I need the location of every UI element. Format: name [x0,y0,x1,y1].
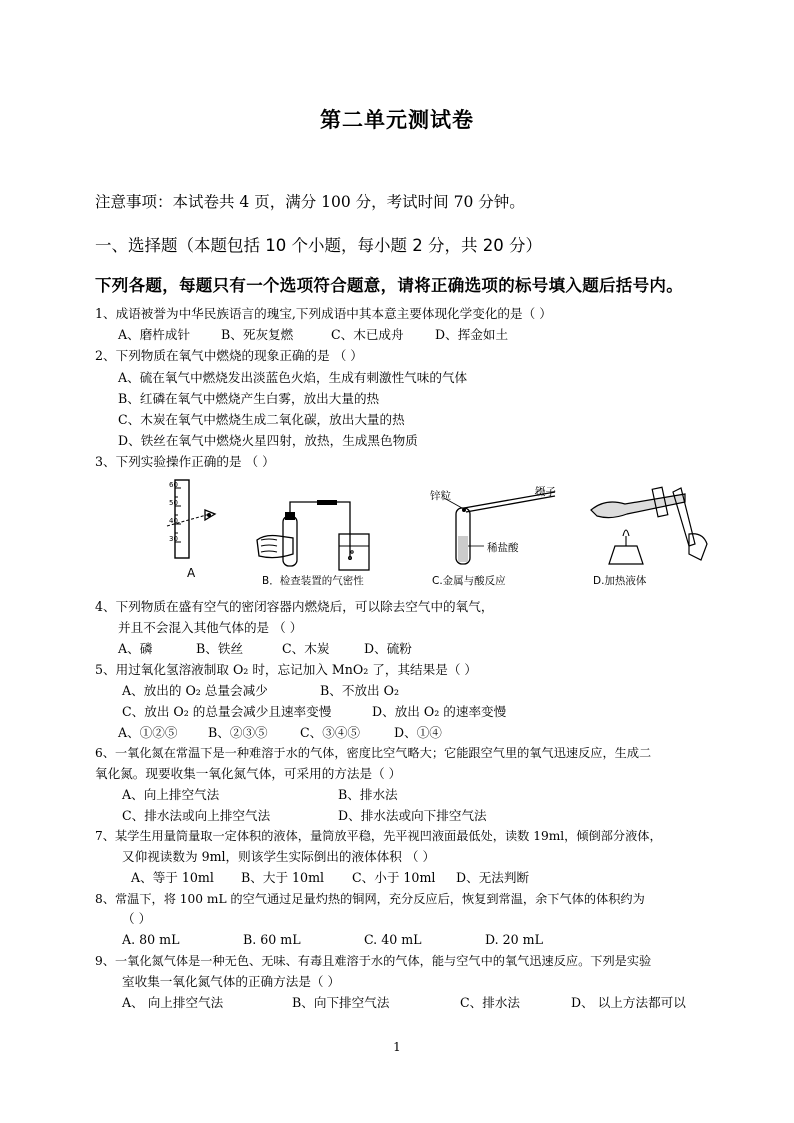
q6-stem-1: 6、一氧化氮在常温下是一种难溶于水的气体，密度比空气略大；它能跟空气里的氧气迅速反应，生成二 [95,746,652,760]
q5-option-b: B、不放出 O₂ [320,683,400,698]
page-number: 1 [393,1040,401,1054]
q1-stem: 1、成语被誉为中华民族语言的瑰宝,下列成语中其本意主要体现化学变化的是（ ） [95,306,552,321]
q7-stem-1: 7、某学生用量筒量取一定体积的液体，量筒放平稳，先平视凹液面最低处，读数 19ml，倾倒部分液体， [95,829,662,843]
q9-option-b: B、向下排空气法 [292,995,390,1010]
scale-40: 40 [169,517,178,525]
figure-c-label: C.金属与酸反应 [432,575,506,587]
q2-option-c: C、木炭在氧气中燃烧生成二氧化碳，放出大量的热 [118,412,405,427]
q4-option-d: D、硫粉 [364,641,412,656]
q5-stem: 5、用过氧化氢溶液制取 O₂ 时，忘记加入 MnO₂ 了，其结果是（ ） [95,662,478,677]
instruction: 下列各题，每题只有一个选项符合题意，请将正确选项的标号填入题后括号内。 [95,276,683,295]
q8-option-b: B. 60 mL [243,932,301,947]
q6-option-c: C、排水法或向上排空气法 [122,808,271,823]
q1-option-b: B、死灰复燃 [221,327,294,342]
q8-options [122,932,543,948]
section-heading: 一、选择题（本题包括 10 个小题，每小题 2 分，共 20 分） [95,236,542,255]
figure-a-label: A [187,566,196,580]
figure-b-label: B．检查装置的气密性 [262,575,364,587]
figure-d-label: D.加热液体 [593,575,647,587]
figure-d-apparatus [585,484,715,574]
figure-a-cylinder [165,478,225,578]
q7-stem-2: 又仰视读数为 9ml，则该学生实际倒出的液体体积 （ ） [122,849,436,864]
q7-option-b: B、大于 10ml [241,870,325,885]
q5-choices [118,725,442,741]
q5-options-row-1 [122,683,399,699]
q8-option-c: C. 40 mL [364,932,422,947]
q8-option-a: A. 80 mL [122,932,180,947]
q9-stem-2: 室收集一氧化氮气体的正确方法是（ ） [122,974,341,989]
q6-option-b: B、排水法 [338,787,398,802]
q6-stem-2: 氧化氮。现要收集一氧化氮气体，可采用的方法是（ ） [95,766,402,781]
notice: 注意事项：本试卷共 4 页，满分 100 分，考试时间 70 分钟。 [95,193,525,211]
q5-option-a: A、放出的 O₂ 总量会减少 [122,683,268,698]
q2-option-b: B、红磷在氧气中燃烧产生白雾，放出大量的热 [118,391,380,406]
q8-stem-2: （ ） [122,911,152,926]
q5-choice-d: D、①④ [394,725,442,740]
scale-30: 30 [169,535,178,543]
q6-option-a: A、向上排空气法 [122,787,220,802]
acid-label: 稀盐酸 [487,542,519,554]
q7-options [131,870,529,886]
q5-options-row-2 [122,704,506,720]
figure-c-apparatus [440,488,570,568]
tweezers-label: 镊子 [535,486,556,498]
q6-option-d: D、排水法或向下排空气法 [338,808,487,823]
zinc-label: 锌粒 [430,490,451,502]
q8-option-d: D. 20 mL [485,932,543,947]
q4-stem-1: 4、下列物质在盛有空气的密闭容器内燃烧后，可以除去空气中的氧气， [95,599,494,614]
figure-b-apparatus [255,498,375,574]
q7-option-d: D、无法判断 [456,870,530,885]
q2-option-d: D、铁丝在氧气中燃烧火星四射，放热，生成黑色物质 [118,433,418,448]
q1-option-d: D、挥金如土 [435,327,509,342]
q4-option-c: C、木炭 [282,641,330,656]
q4-option-a: A、磷 [118,641,153,656]
q4-options [118,641,412,657]
scale-50: 50 [169,499,178,507]
scale-60: 60 [169,481,178,489]
q2-stem: 2、下列物质在氧气中燃烧的现象正确的是 （ ） [95,348,363,363]
q1-options [118,327,508,343]
q5-choice-c: C、③④⑤ [300,725,361,740]
q9-option-a: A、 向上排空气法 [122,995,224,1010]
q5-option-c: C、放出 O₂ 的总量会减少且速率变慢 [122,704,332,719]
q9-option-c: C、排水法 [460,995,521,1010]
q2-option-a: A、硫在氧气中燃烧发出淡蓝色火焰，生成有刺激性气味的气体 [118,370,468,385]
q6-options-row-1 [122,787,398,803]
q9-options [122,995,686,1011]
q1-option-c: C、木已成舟 [331,327,404,342]
q4-option-b: B、铁丝 [196,641,244,656]
q6-options-row-2 [122,808,487,824]
q7-option-a: A、等于 10ml [131,870,214,885]
page-title: 第二单元测试卷 [320,108,474,132]
q1-option-a: A、磨杵成针 [118,327,191,342]
q9-stem-1: 9、一氧化氮气体是一种无色、无味、有毒且难溶于水的气体，能与空气中的氧气迅速反应。下列是实验 [95,954,652,968]
q9-option-d: D、 以上方法都可以 [571,995,686,1010]
q3-stem: 3、下列实验操作正确的是 （ ） [95,454,275,469]
q8-stem-1: 8、常温下，将 100 mL 的空气通过足量灼热的铜网，充分反应后，恢复到常温，余下气体的体积约为 [95,892,645,906]
q5-choice-b: B、②③⑤ [208,725,268,740]
q7-option-c: C、小于 10ml [352,870,436,885]
q5-choice-a: A、①②⑤ [118,725,178,740]
q4-stem-2: 并且不会混入其他气体的是 （ ） [118,620,303,635]
q5-option-d: D、放出 O₂ 的速率变慢 [372,704,507,719]
